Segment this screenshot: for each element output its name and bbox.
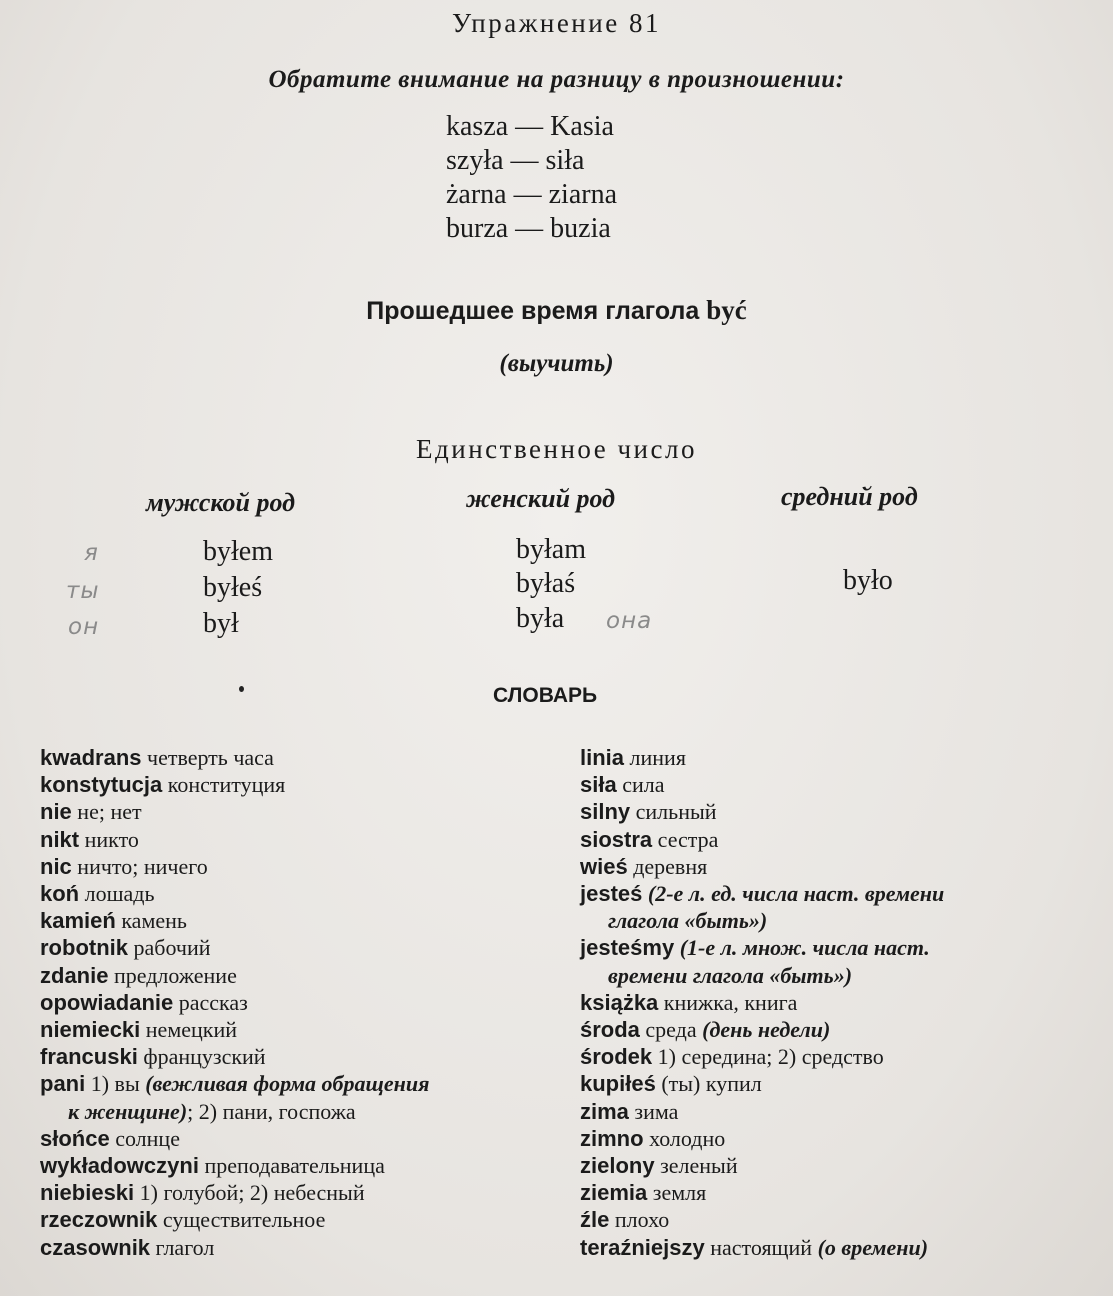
pencil-note: он	[68, 614, 100, 640]
entry-word: robotnik	[40, 935, 128, 961]
form-fem-2: byłaś	[516, 568, 576, 599]
entry-definition: французский	[143, 1044, 266, 1070]
entry-note: к женщине)	[68, 1098, 188, 1124]
pronunciation-pairs	[446, 110, 617, 246]
entry-definition: конституция	[167, 772, 286, 798]
dictionary-entry	[580, 1206, 1100, 1233]
section-note: (выучить)	[499, 350, 614, 377]
entry-word: linia	[580, 745, 625, 770]
entry-word: francuski	[40, 1044, 138, 1070]
dictionary-entry	[40, 907, 560, 934]
entry-note: (2-е л. ед. числа наст. времени	[647, 881, 945, 907]
entry-word: książka	[580, 989, 659, 1015]
form-masc-2: byłeś	[203, 572, 263, 603]
entry-word: kamień	[40, 908, 116, 934]
dictionary-entry	[580, 907, 1100, 934]
entry-word: koń	[40, 881, 80, 907]
dictionary-entry	[580, 826, 1100, 853]
exercise-title: Упражнение 81	[452, 8, 661, 38]
entry-definition: предложение	[113, 962, 237, 988]
pair-item: burza — buzia	[446, 213, 611, 244]
dictionary-entry	[580, 853, 1100, 880]
dictionary-entry	[40, 771, 560, 798]
entry-definition: 1) середина; 2) средство	[657, 1044, 884, 1070]
entry-definition: сила	[622, 772, 665, 798]
entry-definition: не; нет	[77, 799, 142, 825]
entry-definition: настоящий	[710, 1234, 813, 1260]
dictionary-title: СЛОВАРЬ	[493, 684, 598, 707]
dictionary-entry	[40, 1098, 560, 1125]
pair-item: kasza — Kasia	[446, 111, 614, 142]
gender-masc: мужской род	[146, 488, 296, 517]
entry-definition: преподавательница	[204, 1153, 385, 1179]
dictionary-entry	[40, 826, 560, 853]
entry-definition: никто	[84, 826, 139, 852]
dictionary-entry	[580, 934, 1100, 961]
pair-item: szyła — siła	[446, 145, 585, 176]
entry-word: jesteśmy	[580, 935, 675, 961]
dictionary-entry	[40, 989, 560, 1016]
number-heading: Единственное число	[416, 434, 697, 464]
dictionary-entry	[580, 962, 1100, 989]
entry-definition: (ты) купил	[661, 1071, 762, 1097]
dictionary-entry	[40, 853, 560, 880]
dictionary-entry	[580, 1016, 1100, 1043]
entry-word: źle	[580, 1207, 610, 1233]
entry-definition: глагол	[155, 1234, 215, 1260]
section-title	[0, 295, 1113, 326]
dictionary-entry	[580, 1152, 1100, 1179]
section-title-text: Прошедшее время глагола	[366, 297, 700, 325]
entry-definition: ; 2) пани, госпожа	[187, 1098, 356, 1124]
dictionary-entry	[40, 1152, 560, 1179]
entry-word: ziemia	[580, 1180, 648, 1206]
entry-word: słońce	[40, 1125, 110, 1151]
entry-word: kupiłeś	[580, 1071, 656, 1097]
entry-definition: рабочий	[133, 935, 211, 961]
entry-definition: лошадь	[84, 881, 155, 907]
dictionary-entry	[580, 1179, 1100, 1206]
entry-word: konstytucja	[40, 772, 163, 798]
dictionary-entry	[40, 1206, 560, 1233]
dictionary-entry	[40, 880, 560, 907]
dictionary-entry	[580, 989, 1100, 1016]
entry-definition: среда	[645, 1017, 697, 1043]
gender-neut: средний род	[781, 482, 918, 511]
entry-definition: камень	[121, 908, 187, 934]
dictionary-entry	[40, 798, 560, 825]
dictionary-entry	[40, 1179, 560, 1206]
dictionary-entry	[40, 744, 560, 771]
dictionary-entry	[580, 798, 1100, 825]
dictionary-left-column	[40, 744, 560, 1261]
entry-definition: 1) вы	[90, 1071, 140, 1097]
dictionary-entry	[40, 1125, 560, 1152]
entry-definition: сестра	[657, 826, 719, 852]
entry-word: siostra	[580, 826, 653, 852]
entry-definition: немецкий	[145, 1017, 238, 1043]
entry-word: zimno	[580, 1125, 644, 1151]
dictionary-entry	[40, 1016, 560, 1043]
entry-definition: деревня	[633, 853, 708, 879]
form-fem-3: była	[516, 603, 565, 634]
ink-dot	[239, 686, 244, 692]
dictionary-entry	[580, 1043, 1100, 1070]
entry-definition: ничто; ничего	[77, 853, 208, 879]
gender-fem: женский род	[466, 484, 616, 513]
entry-note: (день недели)	[702, 1017, 831, 1043]
entry-word: wieś	[580, 853, 628, 879]
entry-definition: зеленый	[660, 1153, 738, 1179]
entry-word: zima	[580, 1098, 629, 1124]
entry-note: времени глагола «быть»)	[608, 962, 853, 988]
entry-word: opowiadanie	[40, 989, 174, 1015]
dictionary-entry	[580, 744, 1100, 771]
pencil-note: она	[606, 608, 653, 634]
entry-definition: существительное	[162, 1207, 326, 1233]
entry-word: pani	[40, 1071, 86, 1097]
entry-note: (вежливая форма обращения	[145, 1071, 430, 1097]
entry-word: silny	[580, 799, 631, 825]
entry-definition: рассказ	[178, 989, 248, 1015]
entry-word: wykładowczyni	[40, 1153, 199, 1179]
entry-word: nikt	[40, 826, 80, 852]
dictionary-entry	[40, 1043, 560, 1070]
entry-definition: сильный	[635, 799, 717, 825]
entry-word: siła	[580, 772, 617, 798]
pencil-note: я	[84, 540, 99, 566]
dictionary-entry	[580, 1098, 1100, 1125]
form-masc-3: był	[203, 608, 239, 639]
entry-word: nie	[40, 799, 72, 825]
entry-word: nic	[40, 853, 72, 879]
entry-word: niemiecki	[40, 1017, 141, 1043]
entry-word: środek	[580, 1044, 653, 1070]
dictionary-entry	[580, 771, 1100, 798]
entry-definition: холодно	[649, 1125, 726, 1151]
dictionary-entry	[580, 1125, 1100, 1152]
entry-definition: земля	[652, 1180, 707, 1206]
form-fem-1: byłam	[516, 534, 586, 565]
entry-note: глагола «быть»)	[608, 908, 768, 934]
entry-definition: 1) голубой; 2) небесный	[139, 1180, 365, 1206]
entry-word: jesteś	[580, 881, 643, 907]
entry-note: (1-е л. множ. числа наст.	[679, 935, 930, 961]
dictionary-entry	[40, 1070, 560, 1097]
pair-item: żarna — ziarna	[446, 179, 617, 210]
dictionary-entry	[40, 1234, 560, 1261]
entry-word: zielony	[580, 1153, 655, 1179]
dictionary-right-column	[580, 744, 1100, 1261]
entry-word: czasownik	[40, 1234, 151, 1260]
entry-note: (о времени)	[817, 1234, 929, 1260]
dictionary-entry	[580, 1070, 1100, 1097]
section-verb: być	[706, 295, 747, 325]
entry-definition: солнце	[115, 1125, 180, 1151]
form-masc-1: byłem	[203, 536, 273, 567]
entry-word: środa	[580, 1017, 640, 1043]
entry-definition: плохо	[614, 1207, 670, 1233]
dictionary-entry	[40, 934, 560, 961]
dictionary-entry	[40, 962, 560, 989]
entry-definition: четверть часа	[147, 745, 274, 770]
entry-word: kwadrans	[40, 745, 142, 770]
pencil-note: ты	[66, 578, 100, 604]
exercise-instruction: Обратите внимание на разницу в произношении:	[268, 66, 845, 93]
entry-definition: зима	[634, 1098, 679, 1124]
dictionary-entry	[580, 1234, 1100, 1261]
entry-definition: линия	[629, 745, 686, 770]
entry-word: niebieski	[40, 1180, 135, 1206]
dictionary-entry	[580, 880, 1100, 907]
entry-definition: книжка, книга	[663, 989, 798, 1015]
entry-word: zdanie	[40, 962, 109, 988]
entry-word: teraźniejszy	[580, 1234, 705, 1260]
form-neut: było	[843, 565, 893, 596]
entry-word: rzeczownik	[40, 1207, 158, 1233]
